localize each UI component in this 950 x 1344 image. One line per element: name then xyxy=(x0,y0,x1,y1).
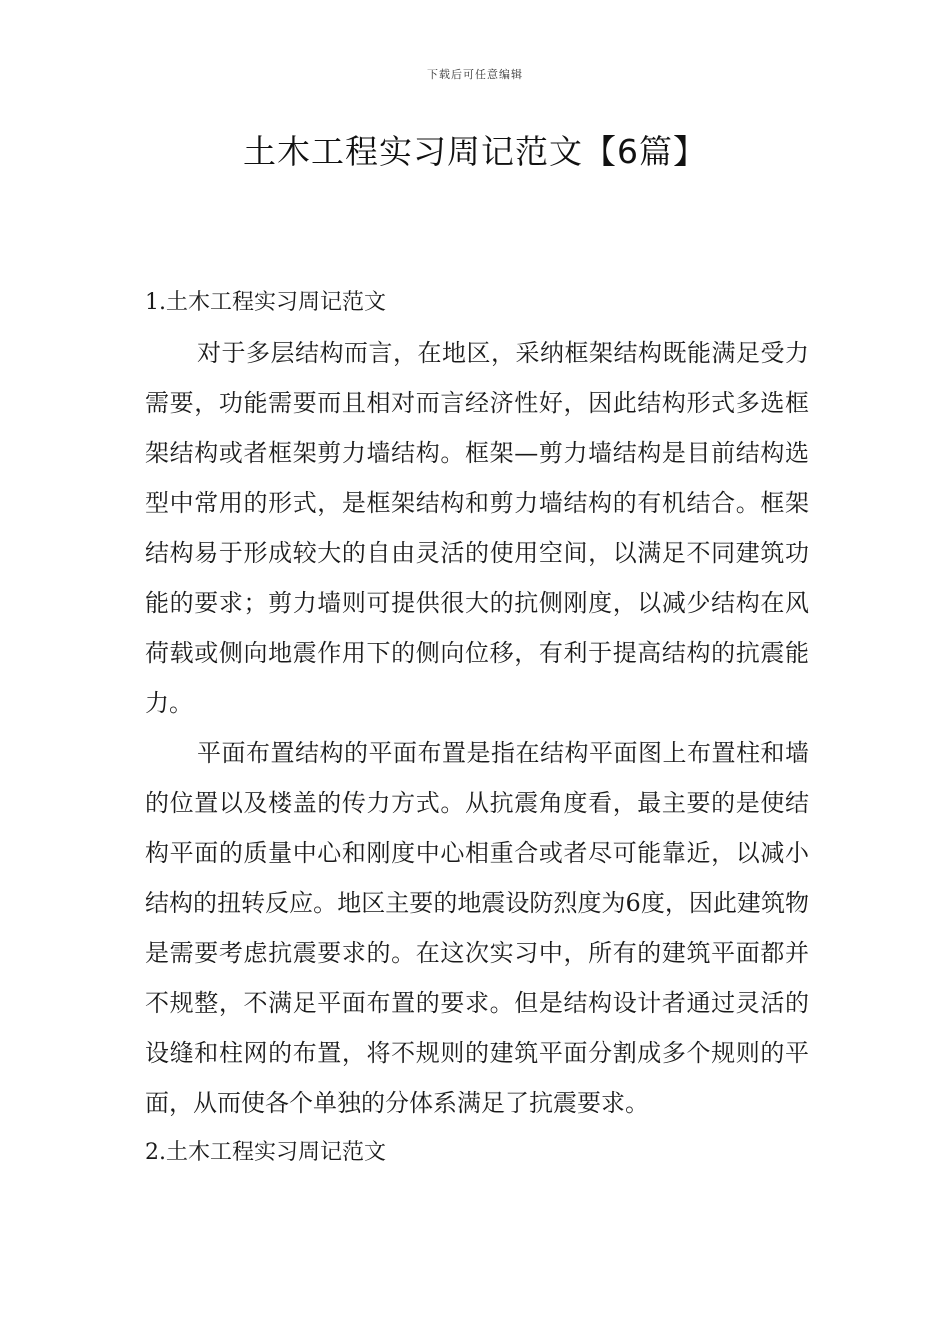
document-body xyxy=(145,278,809,1178)
paragraph-1: 对于多层结构而言，在地区，采纳框架结构既能满足受力需要，功能需要而且相对而言经济性好，因此结构形式多选框架结构或者框架剪力墙结构。框架—剪力墙结构是目前结构选型中常用的形式，是框架结构和剪力墙结构的有机结合。框架结构易于形成较大的自由灵活的使用空间，以满足不同建筑功能的要求；剪力墙则可提供很大的抗侧刚度，以减少结构在风荷载或侧向地震作用下的侧向位移，有利于提高结构的抗震能力。 xyxy=(145,339,809,717)
document-title: 土木工程实习周记范文【6篇】 xyxy=(243,132,707,171)
paragraph-2: 平面布置结构的平面布置是指在结构平面图上布置柱和墙的位置以及楼盖的传力方式。从抗震角度看，最主要的是使结构平面的质量中心和刚度中心相重合或者尽可能靠近，以减小结构的扭转反应。地区主要的地震设防烈度为6度，因此建筑物是需要考虑抗震要求的。在这次实习中，所有的建筑平面都并不规整，不满足平面布置的要求。但是结构设计者通过灵活的设缝和柱网的布置，将不规则的建筑平面分割成多个规则的平面，从而使各个单独的分体系满足了抗震要求。 xyxy=(145,739,809,1117)
section-heading-1: 1.土木工程实习周记范文 xyxy=(145,290,386,315)
section-heading-2: 2.土木工程实习周记范文 xyxy=(145,1140,386,1165)
header-note: 下载后可任意编辑 xyxy=(427,68,523,81)
